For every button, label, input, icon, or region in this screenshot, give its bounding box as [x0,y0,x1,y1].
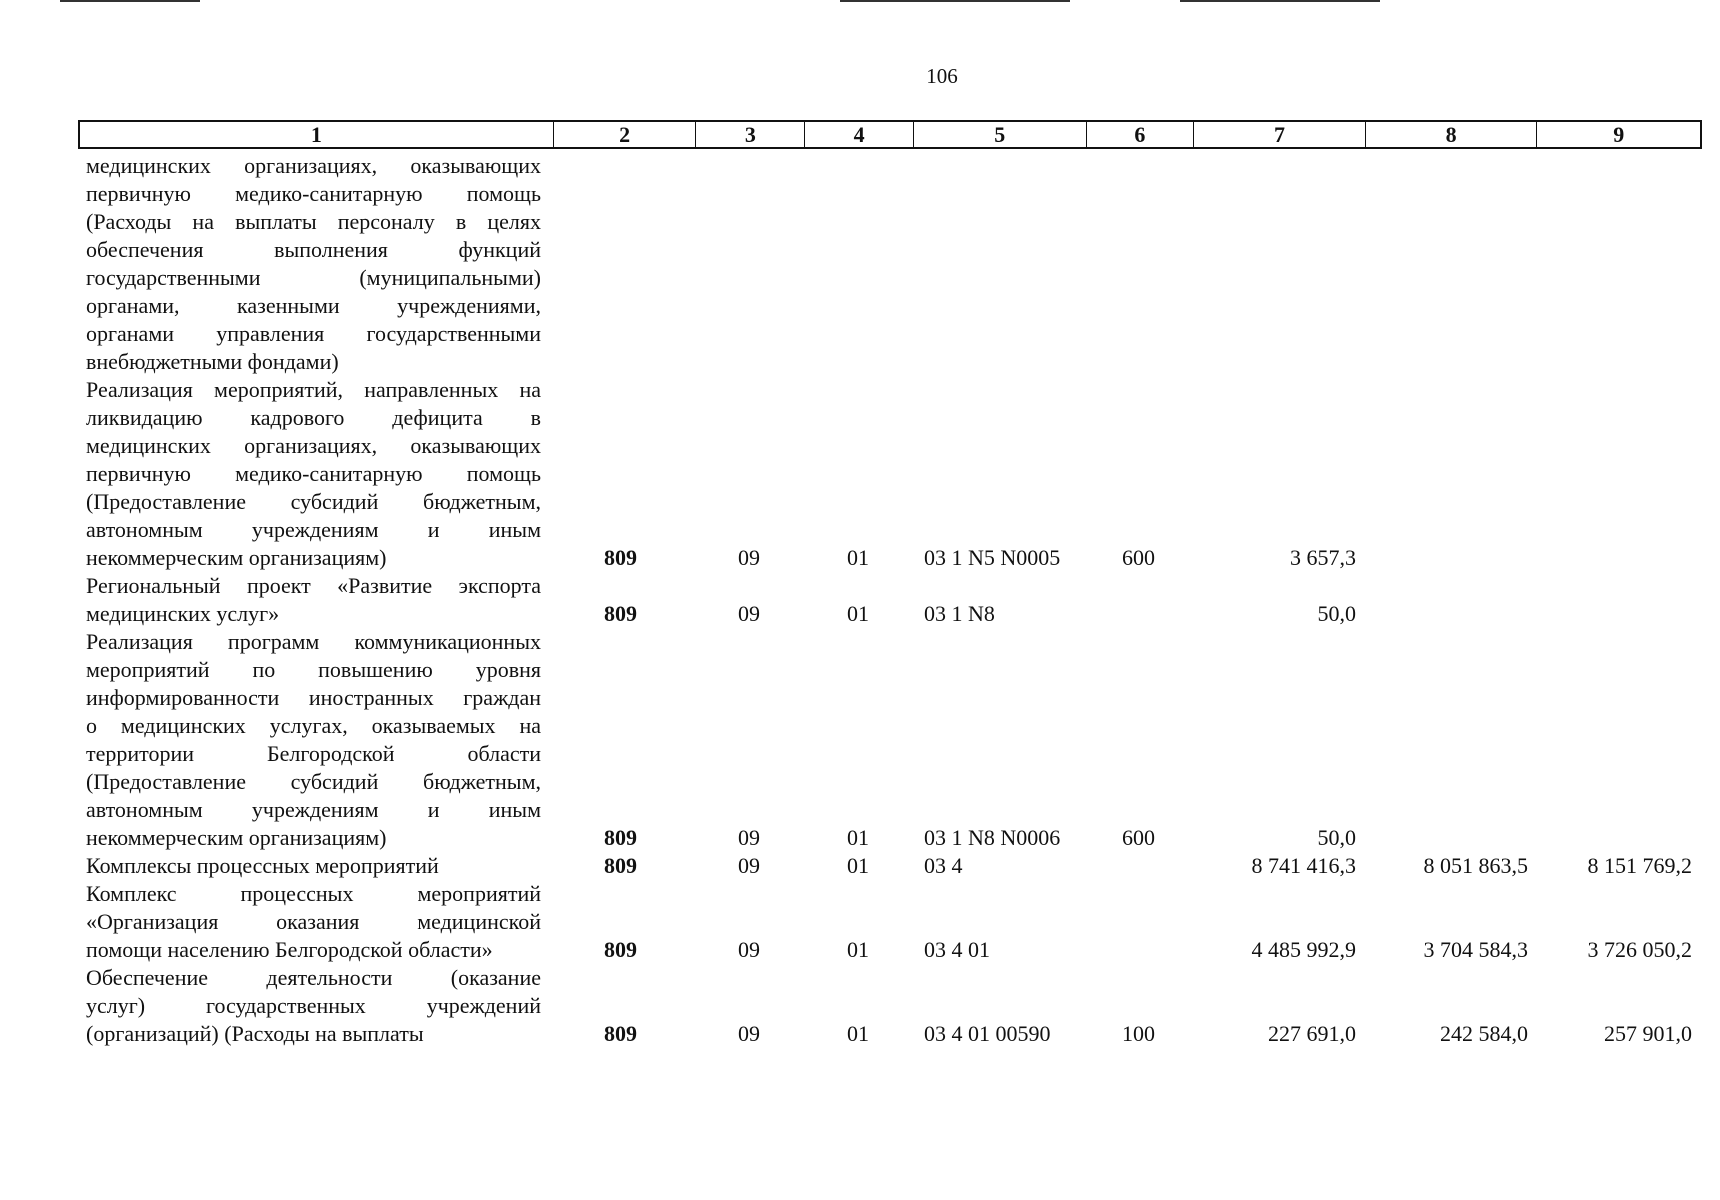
cell-col-5: 03 4 01 [924,937,990,962]
table-row [0,880,1720,964]
column-header: 2 [554,122,697,147]
cell-col-8: 242 584,0 [1440,1021,1528,1046]
description-line: медицинских организациях, оказывающих [86,433,541,458]
cell-col-5: 03 4 [924,853,963,878]
description-line: обеспечения выполнения функций [86,237,541,262]
description-line: территории Белгородской области [86,741,541,766]
cell-col-9: 8 151 769,2 [1587,853,1692,878]
column-header: 5 [914,122,1087,147]
description-line: некоммерческим организациям) [86,825,387,850]
cell-col-6: 100 [1122,1021,1155,1046]
cell-col-2: 809 [604,601,637,626]
cell-col-9: 257 901,0 [1604,1021,1692,1046]
cell-col-7: 50,0 [1317,825,1356,850]
description-line: услуг) государственных учреждений [86,993,541,1018]
description-line: (Расходы на выплаты персоналу в целях [86,209,541,234]
description-line: первичную медико-санитарную помощь [86,461,541,486]
cell-col-3: 09 [738,545,760,570]
cell-col-2: 809 [604,545,637,570]
cell-col-2: 809 [604,1021,637,1046]
description-line: Реализация программ коммуникационных [86,629,541,654]
cell-col-3: 09 [738,1021,760,1046]
description-line: о медицинских услугах, оказываемых на [86,713,541,738]
row-description [86,880,541,964]
cell-col-7: 227 691,0 [1268,1021,1356,1046]
table-row [0,152,1720,376]
top-edge-line [1180,0,1380,2]
row-description [86,376,541,572]
cell-col-2: 809 [604,825,637,850]
description-line: ликвидацию кадрового дефицита в [86,405,541,430]
description-line: медицинских услуг» [86,601,280,626]
description-line: автономным учреждениям и иным [86,797,541,822]
description-line: Комплексы процессных мероприятий [86,853,439,878]
description-line: Реализация мероприятий, направленных на [86,377,541,402]
description-line: Обеспечение деятельности (оказание [86,965,541,990]
cell-col-5: 03 1 N5 N0005 [924,545,1061,570]
table-row [0,572,1720,628]
cell-col-5: 03 4 01 00590 [924,1021,1051,1046]
column-header: 3 [696,122,805,147]
top-edge-line [60,0,200,2]
row-description [86,852,541,880]
cell-col-7: 50,0 [1317,601,1356,626]
top-edge-line [840,0,1070,2]
cell-col-7: 3 657,3 [1290,545,1356,570]
cell-col-8: 8 051 863,5 [1423,853,1528,878]
row-description [86,152,541,376]
column-header: 7 [1194,122,1366,147]
table-row [0,376,1720,572]
cell-col-4: 01 [847,601,869,626]
column-header: 6 [1087,122,1195,147]
description-line: государственными (муниципальными) [86,265,541,290]
description-line: органами управления государственными [86,321,541,346]
description-line: (Предоставление субсидий бюджетным, [86,769,541,794]
cell-col-4: 01 [847,937,869,962]
cell-col-9: 3 726 050,2 [1587,937,1692,962]
cell-col-5: 03 1 N8 N0006 [924,825,1061,850]
cell-col-4: 01 [847,545,869,570]
row-description [86,964,541,1048]
row-description [86,628,541,852]
column-header: 9 [1613,122,1625,147]
cell-col-3: 09 [738,937,760,962]
cell-col-7: 8 741 416,3 [1251,853,1356,878]
description-line: внебюджетными фондами) [86,349,339,374]
column-header: 4 [805,122,914,147]
cell-col-3: 09 [738,853,760,878]
page-number: 106 [926,64,958,88]
table-header-row [78,120,1702,149]
description-line: Комплекс процессных мероприятий [86,881,541,906]
cell-col-4: 01 [847,1021,869,1046]
description-line: «Организация оказания медицинской [86,909,541,934]
description-line: органами, казенными учреждениями, [86,293,541,318]
cell-col-8: 3 704 584,3 [1423,937,1528,962]
cell-col-2: 809 [604,937,637,962]
description-line: некоммерческим организациям) [86,545,387,570]
cell-col-4: 01 [847,853,869,878]
description-line: помощи населению Белгородской области» [86,937,493,962]
description-line: (Предоставление субсидий бюджетным, [86,489,541,514]
description-line: медицинских организациях, оказывающих [86,153,541,178]
cell-col-7: 4 485 992,9 [1251,937,1356,962]
cell-col-6: 600 [1122,545,1155,570]
cell-col-3: 09 [738,601,760,626]
description-line: информированности иностранных граждан [86,685,541,710]
description-line: мероприятий по повышению уровня [86,657,541,682]
column-header: 8 [1366,122,1538,147]
description-line: автономным учреждениям и иным [86,517,541,542]
column-header: 1 [80,122,554,147]
cell-col-6: 600 [1122,825,1155,850]
cell-col-3: 09 [738,825,760,850]
table-row [0,628,1720,852]
cell-col-5: 03 1 N8 [924,601,995,626]
row-description [86,572,541,628]
table-row [0,964,1720,1048]
description-line: (организаций) (Расходы на выплаты [86,1021,424,1046]
cell-col-2: 809 [604,853,637,878]
description-line: первичную медико-санитарную помощь [86,181,541,206]
cell-col-4: 01 [847,825,869,850]
table-row [0,852,1720,880]
description-line: Региональный проект «Развитие экспорта [86,573,541,598]
